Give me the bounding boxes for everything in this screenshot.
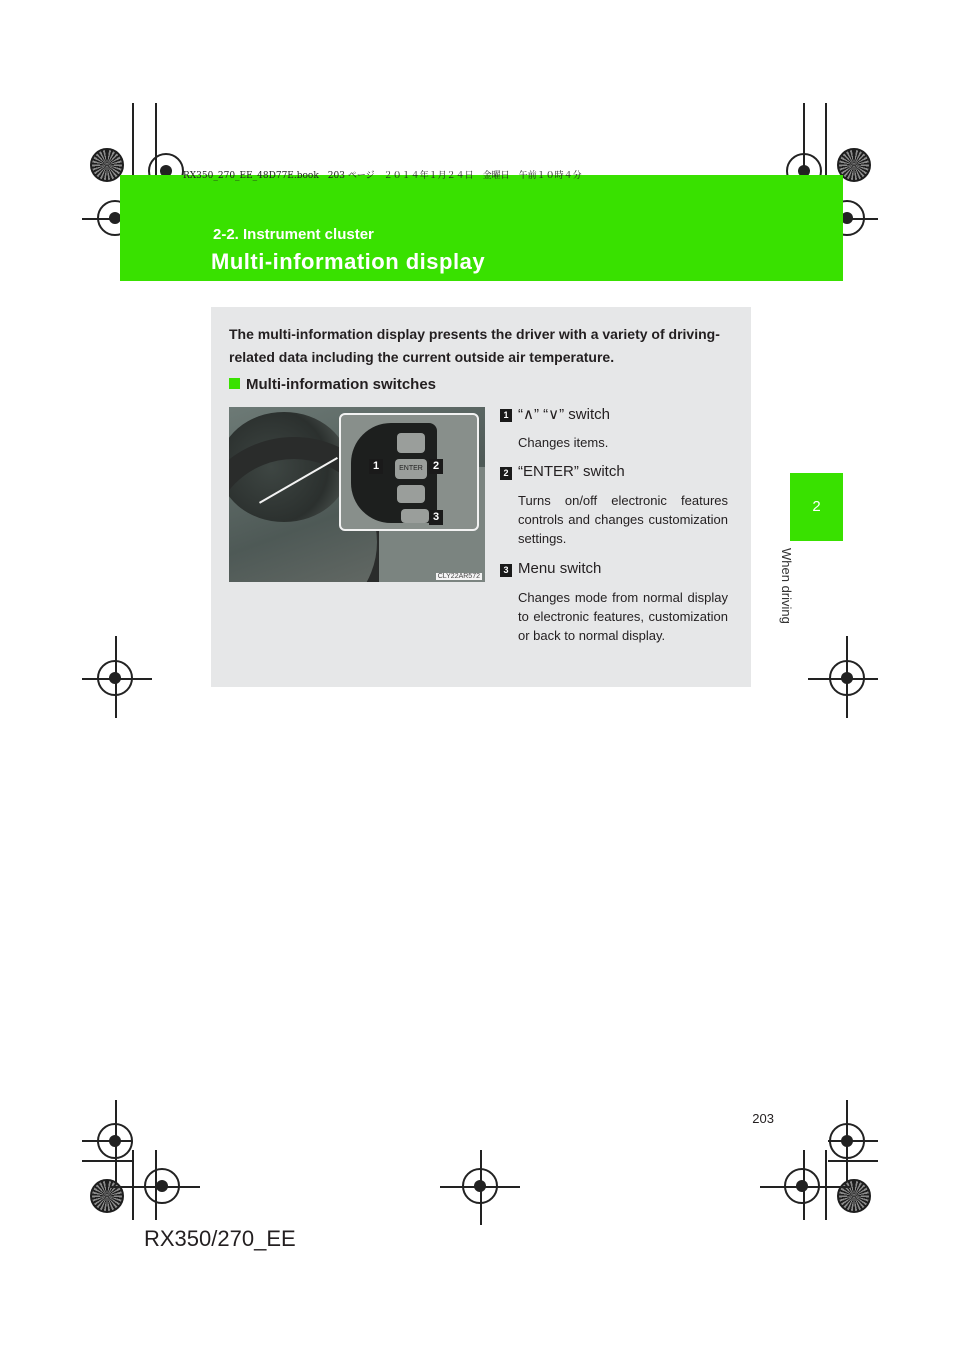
crop-line (825, 1150, 827, 1220)
crop-line (828, 1140, 878, 1142)
item-description: Turns on/off electronic features controls and changes customization settings. (518, 493, 728, 546)
item-marker: 2 (500, 467, 512, 480)
crop-line (115, 636, 117, 718)
subheading-text: Multi-information switches (246, 376, 437, 393)
crop-line (110, 1186, 200, 1188)
item-marker: 3 (500, 564, 512, 577)
item-marker: 1 (500, 409, 512, 422)
crop-line (82, 1140, 132, 1142)
section-title: 2-2. Instrument cluster (213, 226, 374, 243)
switch-bezel (351, 423, 437, 523)
enter-switch-icon: ENTER (395, 459, 427, 479)
crop-line (803, 1150, 805, 1220)
crop-line (846, 636, 848, 718)
list-item (500, 560, 730, 670)
list-item (500, 405, 730, 455)
crop-line (760, 1186, 850, 1188)
chapter-label (778, 548, 798, 668)
switch-illustration (229, 407, 485, 582)
page-title: Multi-information display (211, 249, 486, 274)
crop-line (808, 678, 878, 680)
menu-switch-icon (401, 509, 429, 523)
model-code: RX350/270_EE (144, 1226, 296, 1251)
color-rosette-icon (90, 1179, 124, 1213)
crop-line (82, 678, 152, 680)
figure-code: CLY22AR572 (437, 573, 480, 580)
list-item (500, 463, 730, 553)
down-switch-icon (397, 485, 425, 503)
callout-1: 1 (369, 459, 383, 474)
item-title: “ENTER” switch (518, 463, 625, 480)
book-file-line: RX350_270_EE_48D77E.book 203 ページ ２０１４年１月２４日 金曜日 午前１０時４分 (183, 171, 582, 181)
subheading (229, 376, 436, 393)
color-rosette-icon (837, 1179, 871, 1213)
green-square-icon (229, 378, 240, 389)
crop-line (828, 1160, 878, 1162)
crop-line (155, 1150, 157, 1220)
item-description: Changes items. (518, 435, 609, 450)
intro-text: The multi-information display presents the driver with a variety of driving-related data including the current outside air temperature. (229, 326, 720, 365)
item-description: Changes mode from normal display to electronic features, customization or back to normal display. (518, 590, 728, 643)
crop-line (132, 1150, 134, 1220)
switch-closeup (339, 413, 479, 531)
color-rosette-icon (90, 148, 124, 182)
callout-3: 3 (429, 510, 443, 525)
chapter-label-text: When driving (779, 548, 794, 624)
crop-line (82, 1160, 132, 1162)
item-title: Menu switch (518, 560, 602, 577)
chapter-number: 2 (812, 498, 821, 515)
page-number: 203 (752, 1111, 774, 1126)
up-switch-icon (397, 433, 425, 453)
callout-2: 2 (429, 459, 443, 474)
item-title: “∧” “∨” switch (518, 406, 610, 423)
crop-line (480, 1150, 482, 1225)
